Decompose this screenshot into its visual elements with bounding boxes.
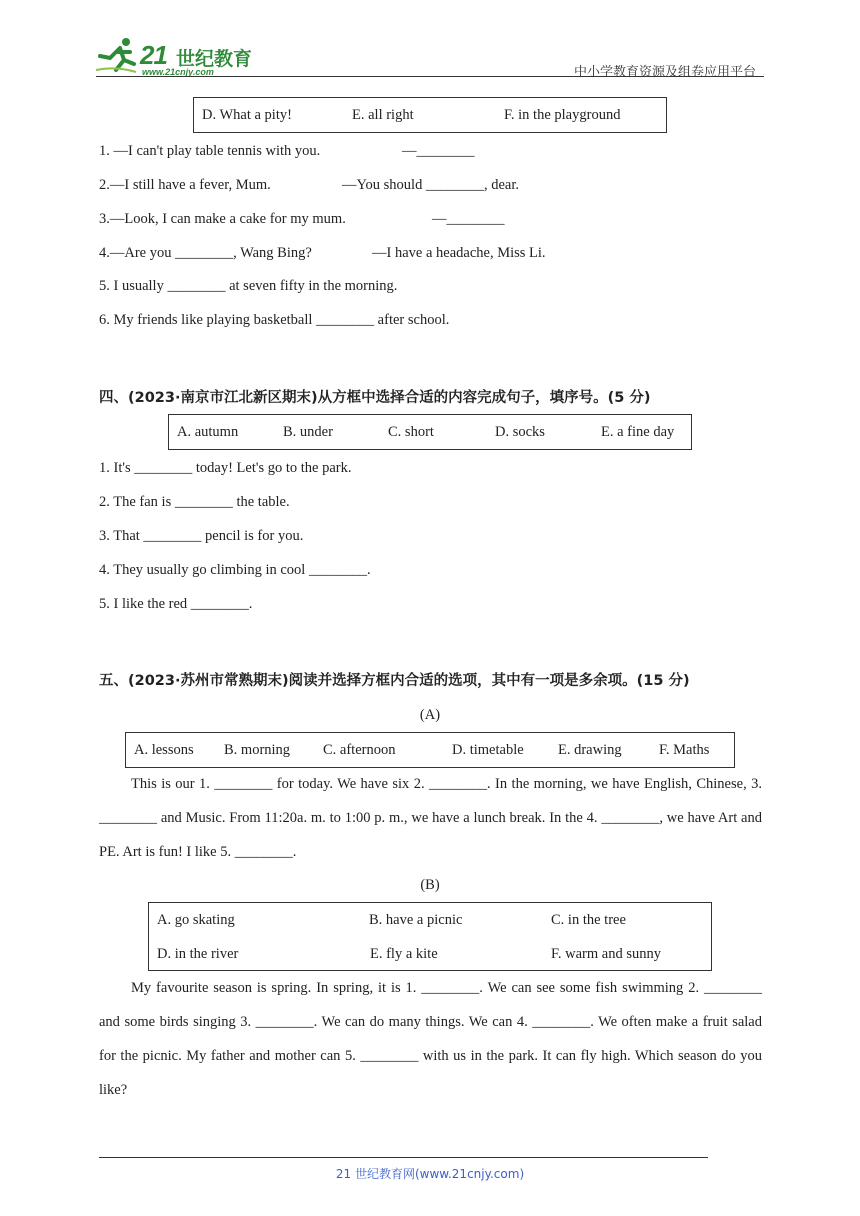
option-item: E. drawing	[558, 742, 622, 758]
option-item: A. autumn	[177, 424, 239, 440]
response-blank: —You should ________, dear.	[342, 177, 519, 193]
option-item: D. socks	[495, 424, 545, 440]
footer-link[interactable]: 21 世纪教育网(www.21cnjy.com)	[335, 1167, 525, 1181]
site-logo	[96, 34, 266, 78]
footer-divider	[99, 1157, 708, 1158]
reading-passage-a: This is our 1. ________ for today. We have six 2. ________. In the morning, we have English, Chinese, 3. ________ and Music. From 11:20a. m. to 1:00 p. m., we have a lunch break. In the 4. ________, we have Art and PE. Art is fun! I like 5. ________.	[99, 776, 762, 860]
question-line: 2.—I still have a fever, Mum.	[99, 177, 271, 193]
options-box-section3	[193, 97, 667, 133]
reading-passage-b: My favourite season is spring. In spring, it is 1. ________. We can see some fish swimming 2. ________ and some birds singing 3. ________. We can do many things. We can 4. ________. We often make a fruit salad for the picnic. My father and mother can 5. ________ with us in the park. It can fly high. Which season do you like?	[99, 980, 762, 1098]
section-heading: 五、(2023·苏州市常熟期末)阅读并选择方框内合适的选项，其中有一项是多余项。(15 分)	[99, 673, 690, 689]
option-item: F. warm and sunny	[551, 946, 661, 962]
question-line: 3. That ________ pencil is for you.	[99, 528, 304, 544]
response-blank: —________	[432, 211, 505, 227]
option-item: B. under	[283, 424, 333, 440]
option-item: B. morning	[224, 742, 291, 758]
question-line: 4.—Are you ________, Wang Bing?	[99, 245, 312, 261]
header-divider	[96, 76, 764, 77]
question-line: 5. I usually ________ at seven fifty in the morning.	[99, 278, 398, 294]
options-box-part-a	[125, 732, 735, 768]
option-item: D. in the river	[157, 946, 239, 962]
option-item: C. in the tree	[551, 912, 626, 928]
part-label: (A)	[419, 707, 441, 723]
question-line: 4. They usually go climbing in cool ________.	[99, 562, 371, 578]
question-line: 2. The fan is ________ the table.	[99, 494, 290, 510]
logo-url: www.21cnjy.com	[142, 67, 214, 77]
question-line: 1. It's ________ today! Let's go to the park.	[99, 460, 352, 476]
options-box-section4	[168, 414, 692, 450]
option-item: F. Maths	[659, 742, 710, 758]
question-line: 5. I like the red ________.	[99, 596, 253, 612]
question-line: 1. —I can't play table tennis with you.	[99, 143, 321, 159]
option-item: B. have a picnic	[369, 912, 463, 928]
options-box-part-b	[148, 902, 712, 971]
runner-icon	[96, 36, 140, 76]
option-item: C. short	[388, 424, 434, 440]
option-item: E. a fine day	[601, 424, 675, 440]
option-item: A. go skating	[157, 912, 235, 928]
question-line: 3.—Look, I can make a cake for my mum.	[99, 211, 346, 227]
response-blank: —________	[402, 143, 475, 159]
option-item: E. fly a kite	[370, 946, 438, 962]
option-item: D. What a pity!	[202, 107, 292, 123]
option-item: C. afternoon	[323, 742, 396, 758]
logo-number: 21	[140, 40, 167, 70]
option-item: A. lessons	[134, 742, 194, 758]
option-item: E. all right	[352, 107, 414, 123]
section-heading: 四、(2023·南京市江北新区期末)从方框中选择合适的内容完成句子，填序号。(5 分)	[99, 390, 651, 406]
part-label: (B)	[420, 877, 440, 893]
option-item: D. timetable	[452, 742, 524, 758]
header-tagline: 中小学教育资源及组卷应用平台	[573, 65, 756, 80]
logo-text: 世纪教育	[176, 48, 253, 70]
question-line: 6. My friends like playing basketball ________ after school.	[99, 312, 450, 328]
response-blank: —I have a headache, Miss Li.	[372, 245, 546, 261]
option-item: F. in the playground	[504, 107, 621, 123]
